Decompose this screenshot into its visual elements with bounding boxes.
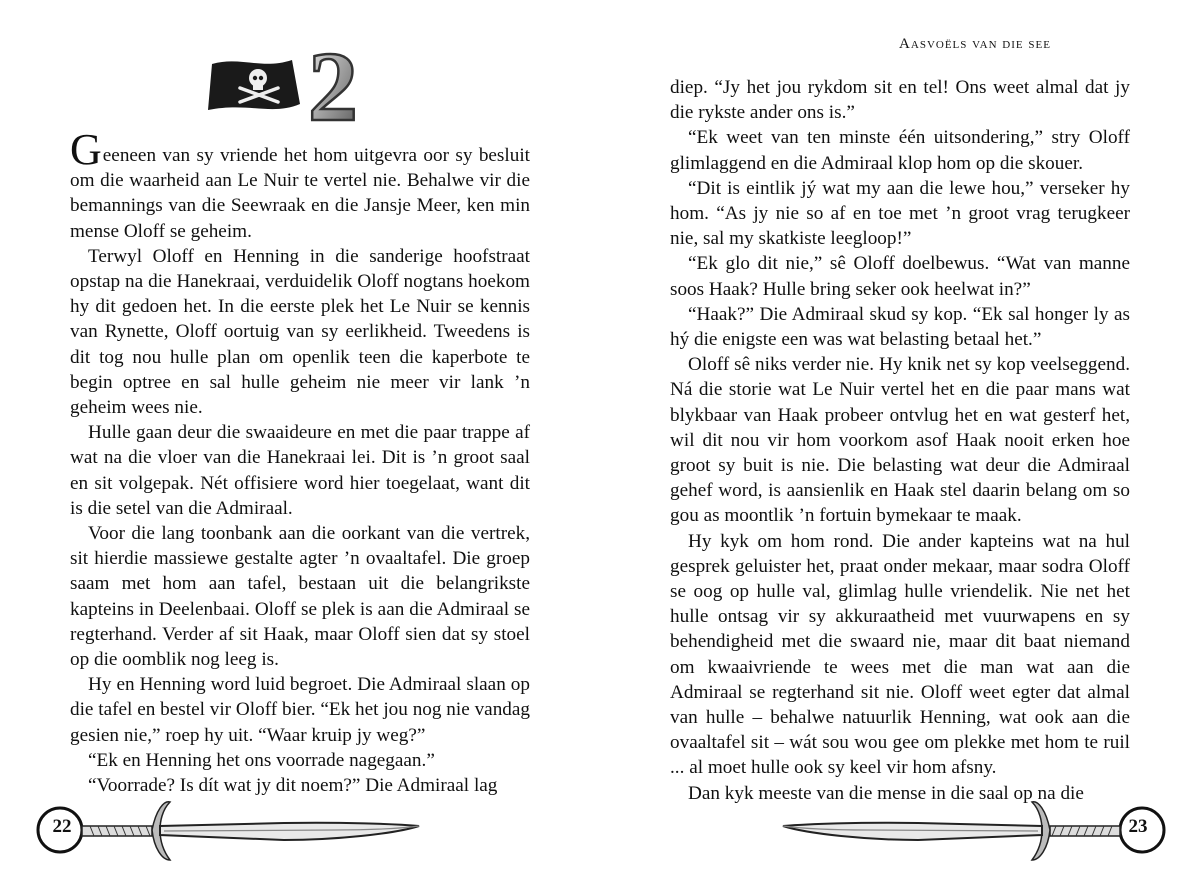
paragraph: Terwyl Oloff en Henning in die sanderige hoofstraat opstap na die Hanekraai, verduidelik Oloff nogtans hoekom hy dit gedoen het. In die eerste plek het Le Nuir se kennis van Rynette, Oloff oortuig van sy eerlikheid. Tweedens is dit tog nou hulle plan om openlik teen die kaperbote te begin optree en sal hulle geheim nie meer vir lank ’n geheim wees nie. bbox=[70, 245, 530, 419]
paragraph: “Voorrade? Is dít wat jy dit noem?” Die Admiraal lag bbox=[88, 775, 498, 797]
paragraph: Hulle gaan deur die swaaideure en met die paar trappe af wat na die vloer van die Hanekraai lei. Dit is ’n groot saal en sit volgepak. Nét offisiere word hier toegelaat, want dit is die setel van die Admiraal. bbox=[70, 422, 530, 519]
paragraph: diep. “Jy het jou rykdom sit en tel! Ons weet almal dat jy die rykste ander ons is.” bbox=[670, 77, 1130, 124]
left-body-text bbox=[70, 125, 530, 798]
paragraph: Voor die lang toonbank aan die oorkant van die vertrek, sit hierdie massiewe gestalte agter ’n ovaaltafel. Die groep saam met hom aan tafel, bestaan uit die belangrikste kapteins in Deelenbaai. Oloff se plek is aan die Admiraal se regterhand. Verder af sit Haak, maar Oloff sien dat sy stoel op die oomblik nog leeg is. bbox=[70, 523, 530, 671]
running-head: Aasvoëls van die see bbox=[899, 36, 1051, 52]
paragraph: “Ek weet van ten minste één uitsondering,” stry Oloff glimlaggend en die Admiraal klop hom op die skouer. bbox=[670, 127, 1130, 174]
right-body-text bbox=[670, 75, 1130, 806]
paragraph: “Ek glo dit nie,” sê Oloff doelbewus. “Wat van manne soos Haak? Hulle bring seker ook heelwat in?” bbox=[670, 253, 1130, 300]
chapter-number: 2 bbox=[308, 38, 358, 128]
dropcap: G bbox=[70, 125, 102, 174]
paragraph: Geeneen van sy vriende het hom uitgevra oor sy besluit om die waarheid aan Le Nuir te vertel nie. Behalwe vir die bemannings van die Seewraak en die Jansje Meer, ken min mense Oloff se geheim. bbox=[70, 125, 530, 242]
paragraph: “Ek en Henning het ons voorrade nagegaan.” bbox=[88, 749, 435, 771]
paragraph: “Haak?” Die Admiraal skud sy kop. “Ek sal honger ly as hý die enigste een was wat belasting betaal het.” bbox=[670, 303, 1130, 351]
pirate-flag-icon bbox=[208, 60, 300, 110]
page-number: 22 bbox=[52, 816, 72, 837]
paragraph: Dan kyk meeste van die mense in die saal op na die bbox=[688, 782, 1084, 804]
paragraph: Oloff sê niks verder nie. Hy knik net sy kop veelseggend. Ná die storie wat Le Nuir vertel het en die paar mans wat blykbaar van Haak probeer ontvlug het en wat gesterf het, wil dit nou vir hom voorkom asof Haak nooit erken hoe groot sy buit is nie. Die belasting wat deur die Admiraal gehef word, is aansienlik en Haak stel daarin belang om so gou as moontlik ’n fortuin bymekaar te maak. bbox=[670, 354, 1130, 527]
sword-icon bbox=[778, 790, 1168, 870]
sword-icon bbox=[34, 790, 424, 870]
paragraph: Hy kyk om hom rond. Die ander kapteins wat na hul gesprek geluister het, praat onder mekaar, maar sodra Oloff se oog op hulle val, glimlag hulle vriendelik. Nie net het hulle ontsag vir sy akkuraatheid met vuurwapens en sy behendigheid met die swaard nie, maar dit baat niemand om kwaaivriende te wees met die man wat aan die Admiraal se regterhand sit nie. Oloff weet egter dat almal van hulle – behalwe natuurlik Henning, wat ook aan die ovaaltafel sit – wát sou wou gee om plekke met hom te ruil ... al moet hulle ook sy keel vir hom afsny. bbox=[670, 530, 1130, 779]
page-number: 23 bbox=[1128, 816, 1148, 837]
paragraph: Hy en Henning word luid begroet. Die Admiraal slaan op die tafel en bestel vir Oloff bier. “Ek het jou nog nie vandag gesien nie,” roep hy uit. “Waar kruip jy weg?” bbox=[70, 674, 530, 746]
right-page bbox=[600, 0, 1200, 893]
chapter-emblem bbox=[200, 38, 410, 128]
paragraph: “Dit is eintlik jý wat my aan die lewe hou,” verseker hy hom. “As jy nie so af en toe met ’n groot vrag terugkeer nie, sal my skatkiste leegloop!” bbox=[670, 177, 1130, 250]
